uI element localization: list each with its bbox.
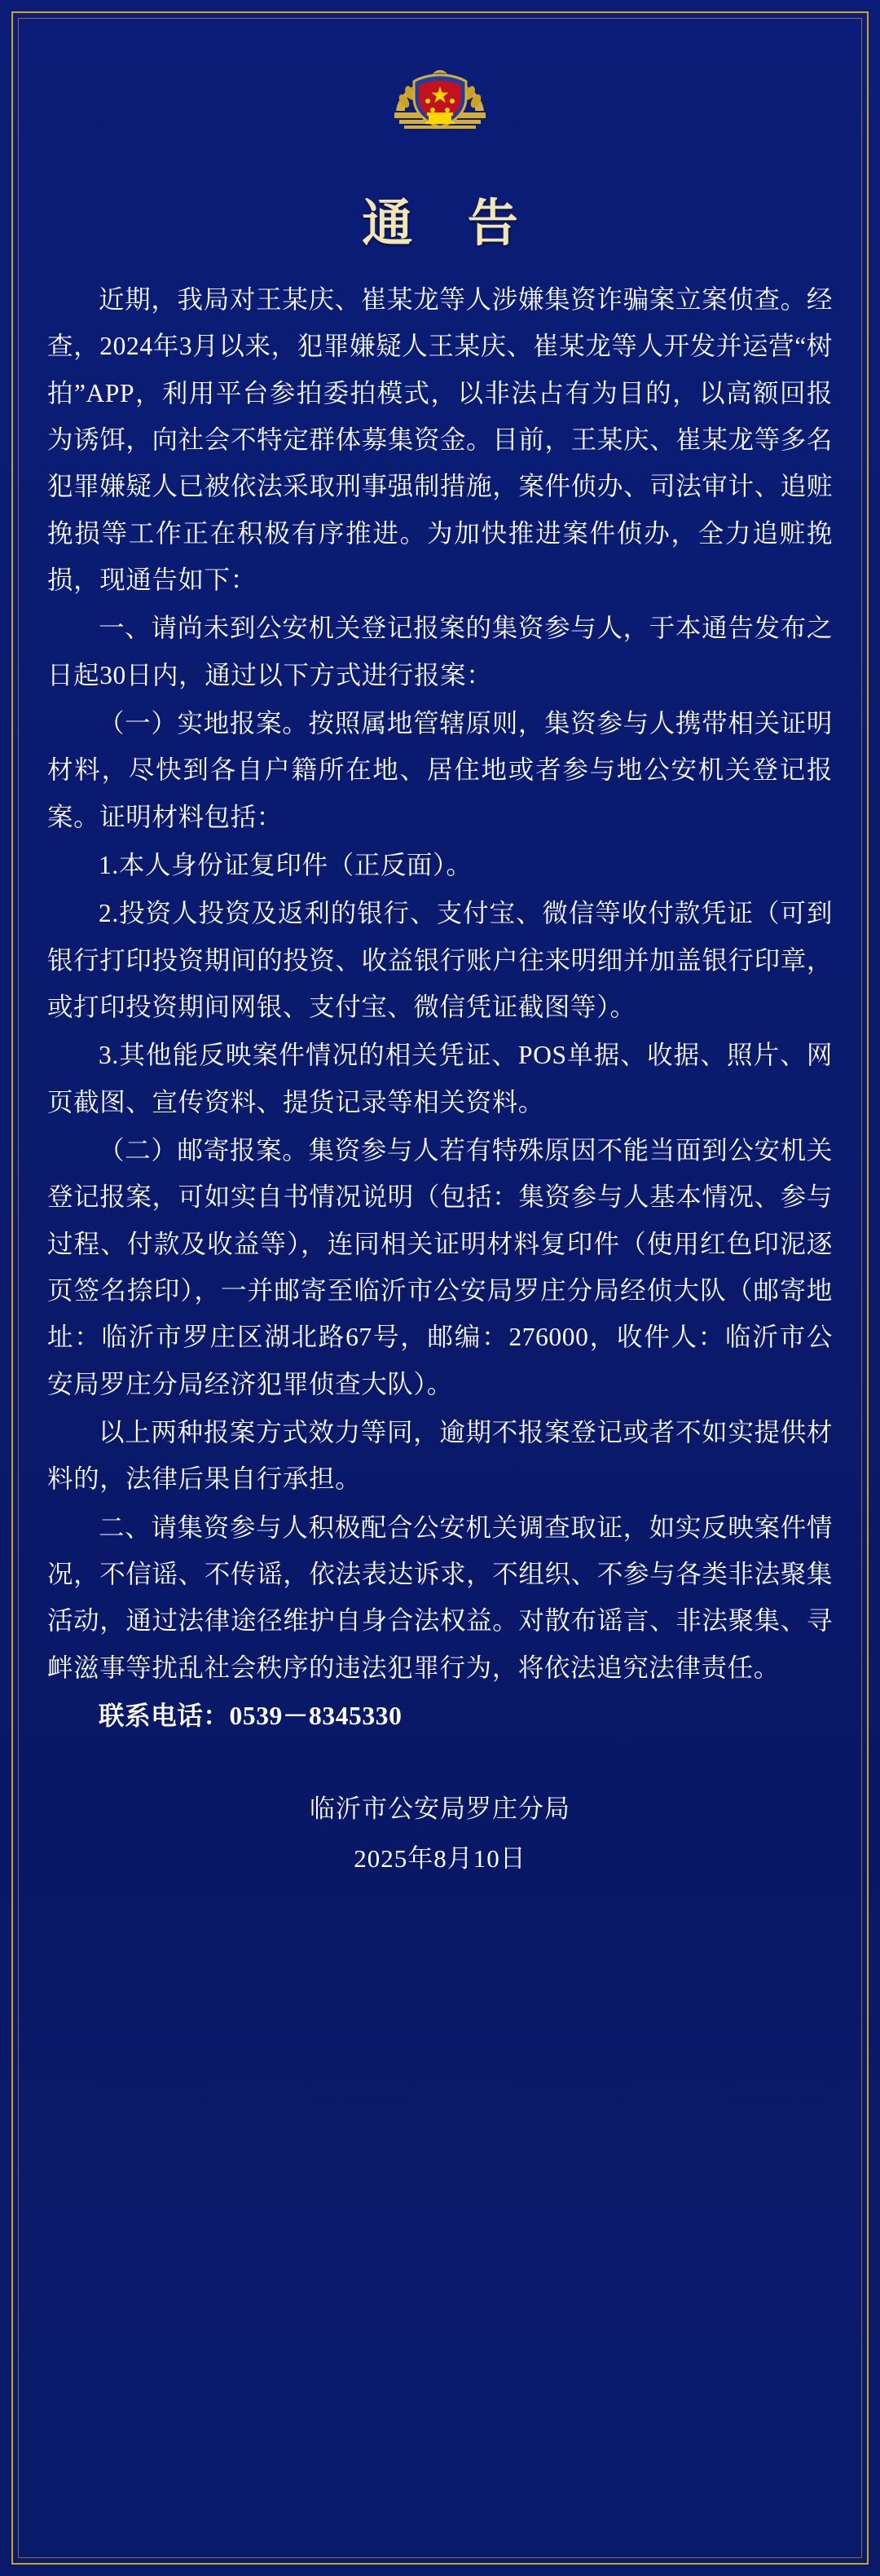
paragraph: 以上两种报案方式效力等同，逾期不报案登记或者不如实提供材料的，法律后果自行承担。 <box>47 1417 833 1494</box>
issuing-organization: 临沂市公安局罗庄分局 <box>310 1794 570 1824</box>
contact-phone: 联系电话：0539－8345330 <box>99 1701 403 1730</box>
notice-body <box>47 276 833 1739</box>
emblem-container <box>47 64 833 168</box>
paragraph: 一、请尚未到公安机关登记报案的集资参与人，于本通告发布之日起30日内，通过以下方式进行报案： <box>47 614 833 689</box>
paragraph: （二）邮寄报案。集资参与人若有特殊原因不能当面到公安机关登记报案，可如实自书情况说明（包括：集资参与人基本情况、参与过程、付款及收益等），连同相关证明材料复印件（使用红色印泥逐页签名捺印），一并邮寄至临沂市公安局罗庄分局经侦大队（邮寄地址：临沂市罗庄区湖北路67号，邮编：276000，收件人：临沂市公安局罗庄分局经济犯罪侦查大队）。 <box>47 1135 833 1398</box>
signature-block <box>47 1785 833 1883</box>
police-badge-emblem <box>388 64 492 168</box>
page-title: 通 告 <box>362 196 539 252</box>
paragraph: 2.投资人投资及返利的银行、支付宝、微信等收付款凭证（可到银行打印投资期间的投资、收益银行账户往来明细并加盖银行印章，或打印投资期间网银、支付宝、微信凭证截图等）。 <box>47 899 833 1021</box>
paragraph: （一）实地报案。按照属地管辖原则，集资参与人携带相关证明材料，尽快到各自户籍所在地、居住地或者参与地公安机关登记报案。证明材料包括： <box>47 708 833 831</box>
issue-date: 2025年8月10日 <box>354 1843 526 1873</box>
paragraph: 1.本人身份证复印件（正反面）。 <box>99 850 473 879</box>
paragraph: 3.其他能反映案件情况的相关凭证、POS单据、收据、照片、网页截图、宣传资料、提货记录等相关资料。 <box>47 1041 833 1116</box>
paragraph: 二、请集资参与人积极配合公安机关调查取证，如实反映案件情况，不信谣、不传谣，依法表达诉求，不组织、不参与各类非法聚集活动，通过法律途径维护自身合法权益。对散布谣言、非法聚集、寻衅滋事等扰乱社会秩序的违法犯罪行为，将依法追究法律责任。 <box>47 1513 833 1682</box>
paragraph: 近期，我局对王某庆、崔某龙等人涉嫌集资诈骗案立案侦查。经查，2024年3月以来，犯罪嫌疑人王某庆、崔某龙等人开发并运营“树拍”APP，利用平台参拍委拍模式，以非法占有为目的，以高额回报为诱饵，向社会不特定群体募集资金。目前，王某庆、崔某龙等多名犯罪嫌疑人已被依法采取刑事强制措施，案件侦办、司法审计、追赃挽损等工作正在积极有序推进。为加快推进案件侦办，全力追赃挽损，现通告如下： <box>47 285 833 594</box>
